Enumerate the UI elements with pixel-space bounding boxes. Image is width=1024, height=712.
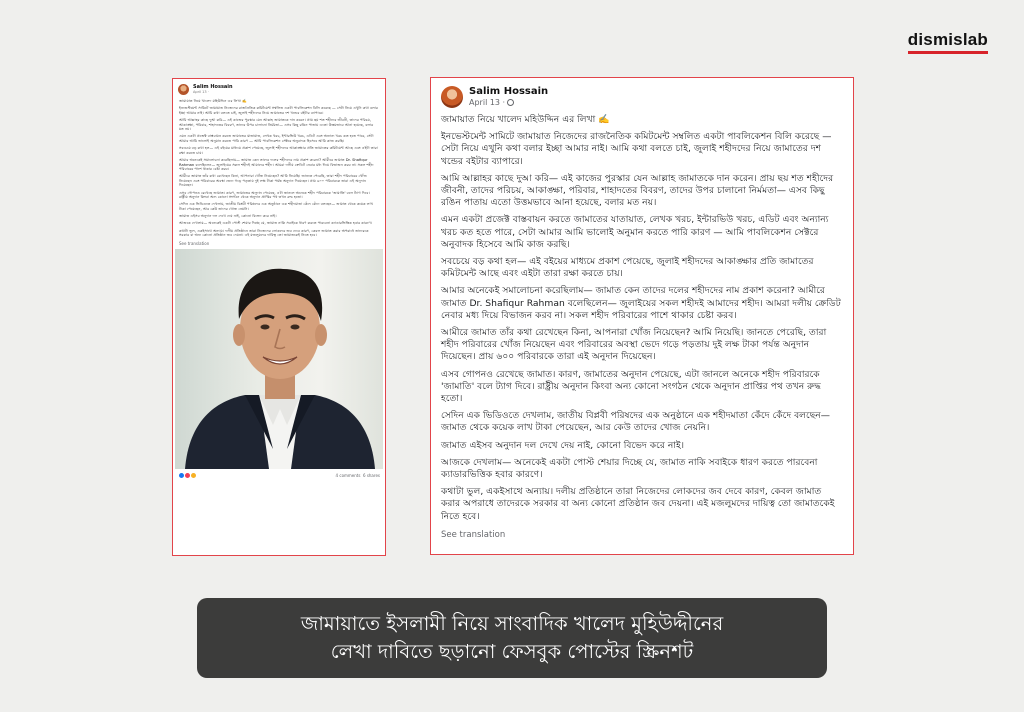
caption-line-1: জামায়াতে ইসলামী নিয়ে সাংবাদিক খালেদ মুহিউদ্দীনের: [300, 612, 724, 635]
post-screenshot-large: [430, 77, 854, 555]
post-paragraph: জামাত এইসব অনুদান দল দেখে দেয় নাই, কোনো বিভেদ করে নাই।: [179, 214, 277, 219]
reactions-icon[interactable]: [178, 472, 196, 479]
caption-box: [197, 598, 827, 678]
post-paragraph: আমার অনেকেই সমালোচনা করেছিলাম— জামাত কেন তাদের দলের শহীদদের নাম প্রকাশ করেনা? আমীরে জামাত Dr. Shafiqur Rahman বলেছিলেন— জুলাইয়ের সকল শহীদই আমাদের শহীদ। আমরা দলীয় ক্রেডিট নেবার মধ্য দিয়ে বিভাজন করব না। সকল শহীদ পরিবারের পাশে থাকার চেষ্টা করব।: [441, 285, 841, 321]
post-paragraph: আমীরে জামাত তাঁর কথা রেখেছেন কিনা, আপনারা খোঁজ নিয়েছেন? আমি নিয়েছি। জানতে পেরেছি, তারা শহীদ পরিবারের খোঁজ নিয়েছেন এবং পরিবারের অবস্থা ভেদে গড়ে পড়তায় দুই লক্ষ টাকা পর্যন্ত অনুদান দিয়েছেন। প্রায় ৬০০ পরিবারকে তারা এই অনুদান দিয়েছেন।: [441, 327, 827, 363]
post-paragraph: এসব গোপনও রেখেছে জামাত। কারণ, জামাতের অনুদান পেয়েছে, এটা জানলে অনেকে শহীদ পরিবারকে 'জামাতি' বলে ট্যাগ দিবে। রাষ্ট্রীয় অনুদান কিংবা অন্য কোনো সংগঠন থেকে অনুদান প্রাপ্তির পথ তখন রুদ্ধ হতো।: [441, 368, 821, 405]
post-paragraph: সেদিন এক ভিডিওতে দেখলাম, জাতীয় বিপ্লবী পরিষদের এক অনুষ্ঠানে এক শহীদমাতা কেঁদে কেঁদে বলছেন— জামাত থেকে কয়েক লাখ টাকা পেয়েছেন, আর কেউ তাদের খোজ নেয়নি।: [441, 410, 830, 434]
post-paragraph: সবচেয়ে বড় কথা হল— এই বইয়ের মাধ্যমে প্রকাশ পেয়েছে, জুলাই শহীদদের আকাঙ্ক্ষার প্রতি জামাতের কমিটমেন্ট আছে এবং এইটা তারা রক্ষা করতে চায়।: [179, 146, 378, 155]
post-paragraph: সেদিন এক ভিডিওতে দেখলাম, জাতীয় বিপ্লবী পরিষদের এক অনুষ্ঠানে এক শহীদমাতা কেঁদে কেঁদে বলছেন— জামাত থেকে কয়েক লাখ টাকা পেয়েছেন, আর কেউ তাদের খোজ নেয়নি।: [179, 202, 374, 212]
post-paragraph: আজকে দেখলাম— অনেকেই একটা পোস্ট শেয়ার দিচ্ছে যে, জামাত নাকি সবাইকে ধারণ করতে পারবেনা ক্যাডারভিত্তিক হবার কারণে।: [179, 221, 373, 226]
post-paragraph: এসব গোপনও রেখেছে জামাত। কারণ, জামাতের অনুদান পেয়েছে, এটা জানলে অনেকে শহীদ পরিবারকে 'জামাতি' বলে ট্যাগ দিবে। রাষ্ট্রীয় অনুদান কিংবা অন্য কোনো সংগঠন থেকে অনুদান প্রাপ্তির পথ তখন রুদ্ধ হতো।: [179, 190, 370, 200]
post-screenshot-small: [172, 78, 386, 556]
post-date[interactable]: April 13 ·: [193, 90, 209, 94]
author-name[interactable]: Salim Hossain: [469, 86, 549, 97]
post-date[interactable]: April 13 ·: [469, 98, 506, 107]
post-header: [431, 78, 853, 114]
shares-count[interactable]: 6 shares: [363, 473, 380, 479]
comments-count[interactable]: 4 comments: [335, 473, 361, 479]
post-paragraph: ইনভেস্টমেন্ট সামিটে জামায়াত নিজেদের রাজনৈতিক কমিটমেন্ট সম্বলিত একটা পাবলিকেশন বিলি করেছে — সেটা নিয়ে এখুনি কথা বলার ইচ্ছা আমার নাই। আমি কথা বলতে চাই, জুলাই শহীদদের নিয়ে জামাতের দশ খন্ডের বইটার ব্যাপারে।: [441, 131, 832, 167]
avatar[interactable]: [178, 84, 189, 95]
brand-logo: dismislab: [908, 30, 988, 54]
post-paragraph: কথাটা ভুল, একইসাথে অন্যায়। দলীয় প্রতিষ্ঠানে তারা নিজেদের লোকদের জব দেবে কারণ, কেবল জামাত করার অপরাধে তাদেরকে সরকার বা অন্য কোনো প্রতিষ্ঠান জব দেয়না। এই মজলুমদের দায়িত্ব তো জামাতকেই নিতে হবে।: [179, 228, 369, 238]
globe-icon: [507, 99, 514, 106]
see-translation-link[interactable]: See translation: [441, 529, 506, 540]
post-headline: জামায়াত নিয়ে খালেদ মহিউদ্দিন এর লিখা ✍️: [179, 99, 247, 103]
post-paragraph: আমার অনেকেই সমালোচনা করেছিলাম— জামাত কেন তাদের দলের শহীদদের নাম প্রকাশ করেনা? আমীরে জামাত Dr. Shafiqur Rahman বলেছিলেন— জুলাইয়ের সকল শহীদই আমাদের শহীদ। আমরা দলীয় ক্রেডিট নেবার মধ্য দিয়ে বিভাজন করব না। সকল শহীদ পরিবারের পাশে থাকার চেষ্টা করব।: [179, 157, 374, 172]
post-paragraph: আমি আল্লাহর কাছে দুআ করি— এই কাজের পুরস্কার যেন আল্লাহ জামাতকে দান করেন। প্রায় ছয় শত শহীদের জীবনী, তাদের পরিচয়, আকাঙ্ক্ষা, পরিবার, শাহাদতের বিবরণ, তাদের উপর চালানো নির্মমতা— এসব কিছু রঙিন পাতায় এতো উত্তমভাবে আনা হয়েছে, বলার মত নয়।: [441, 172, 834, 209]
portrait-illustration: [175, 249, 383, 469]
post-header: [173, 79, 385, 97]
post-paragraph: আমি আল্লাহর কাছে দুআ করি— এই কাজের পুরস্কার যেন আল্লাহ জামাতকে দান করেন। প্রায় ছয় শত শহীদের জীবনী, তাদের পরিচয়, আকাঙ্ক্ষা, পরিবার, শাহাদতের বিবরণ, তাদের উপর চালানো নির্মমতা— এসব কিছু রঙিন পাতায় এতো উত্তমভাবে আনা হয়েছে, বলার মত নয়।: [179, 117, 374, 132]
post-paragraph: কথাটা ভুল, একইসাথে অন্যায়। দলীয় প্রতিষ্ঠানে তারা নিজেদের লোকদের জব দেবে কারণ, কেবল জামাত করার অপরাধে তাদেরকে সরকার বা অন্য কোনো প্রতিষ্ঠান জব দেয়না। এই মজলুমদের দায়িত্ব তো জামাতকেই নিতে হবে।: [441, 486, 835, 522]
post-headline: জামায়াত নিয়ে খালেদ মহিউদ্দিন এর লিখা ✍️: [441, 114, 610, 125]
caption-line-2: লেখা দাবিতে ছড়ানো ফেসবুক পোস্টের স্ক্রিনশট: [330, 640, 694, 663]
author-name[interactable]: Salim Hossain: [193, 84, 233, 90]
post-date-row: [469, 98, 548, 108]
post-paragraph: ইনভেস্টমেন্ট সামিটে জামায়াত নিজেদের রাজনৈতিক কমিটমেন্ট সম্বলিত একটা পাবলিকেশন বিলি করেছে — সেটা নিয়ে এখুনি কথা বলার ইচ্ছা আমার নাই। আমি কথা বলতে চাই, জুলাই শহীদদের নিয়ে জামাতের দশ খন্ডের বইটার ব্যাপারে।: [179, 106, 378, 115]
post-footer: [173, 469, 385, 482]
post-paragraph: এমন একটা প্রজেক্ট বাস্তবায়ন করতে জামাতের যাতায়াত, লেখক খরচ, ইন্টারভিউ খরচ, এডিট এবং অন্যান্য খরচ কত হতে পারে, সেটা আমার আমি ভালোই অনুমান করতে পারি কারণ — আমি পাবলিকেশন সেক্টরে অনুবাদক হিসেবে আমি কাজ করছি।: [179, 134, 374, 143]
post-body: [431, 114, 853, 523]
post-paragraph: জামাত এইসব অনুদান দল দেখে দেয় নাই, কোনো বিভেদ করে নাই।: [441, 439, 685, 451]
see-translation-link[interactable]: See translation: [179, 241, 210, 247]
avatar[interactable]: [441, 86, 463, 108]
post-paragraph: আজকে দেখলাম— অনেকেই একটা পোস্ট শেয়ার দিচ্ছে যে, জামাত নাকি সবাইকে ধারণ করতে পারবেনা ক্যাডারভিত্তিক হবার কারণে।: [441, 456, 818, 481]
post-paragraph: আমীরে জামাত তাঁর কথা রেখেছেন কিনা, আপনারা খোঁজ নিয়েছেন? আমি নিয়েছি। জানতে পেরেছি, তারা শহীদ পরিবারের খোঁজ নিয়েছেন এবং পরিবারের অবস্থা ভেদে গড়ে পড়তায় দুই লক্ষ টাকা পর্যন্ত অনুদান দিয়েছেন। প্রায় ৬০০ পরিবারকে তারা এই অনুদান দিয়েছেন।: [179, 174, 367, 188]
portrait-photo[interactable]: [175, 249, 383, 469]
post-paragraph: এমন একটা প্রজেক্ট বাস্তবায়ন করতে জামাতের যাতায়াত, লেখক খরচ, ইন্টারভিউ খরচ, এডিট এবং অন্যান্য খরচ কত হতে পারে, সেটা আমার আমি ভালোই অনুমান করতে পারি কারণ — আমি পাবলিকেশন সেক্টরে অনুবাদক হিসেবে আমি কাজ করছি।: [441, 214, 829, 250]
post-body: [173, 97, 385, 238]
post-paragraph: সবচেয়ে বড় কথা হল— এই বইয়ের মাধ্যমে প্রকাশ পেয়েছে, জুলাই শহীদদের আকাঙ্ক্ষার প্রতি জামাতের কমিটমেন্ট আছে এবং এইটা তারা রক্ষা করতে চায়।: [441, 256, 814, 280]
